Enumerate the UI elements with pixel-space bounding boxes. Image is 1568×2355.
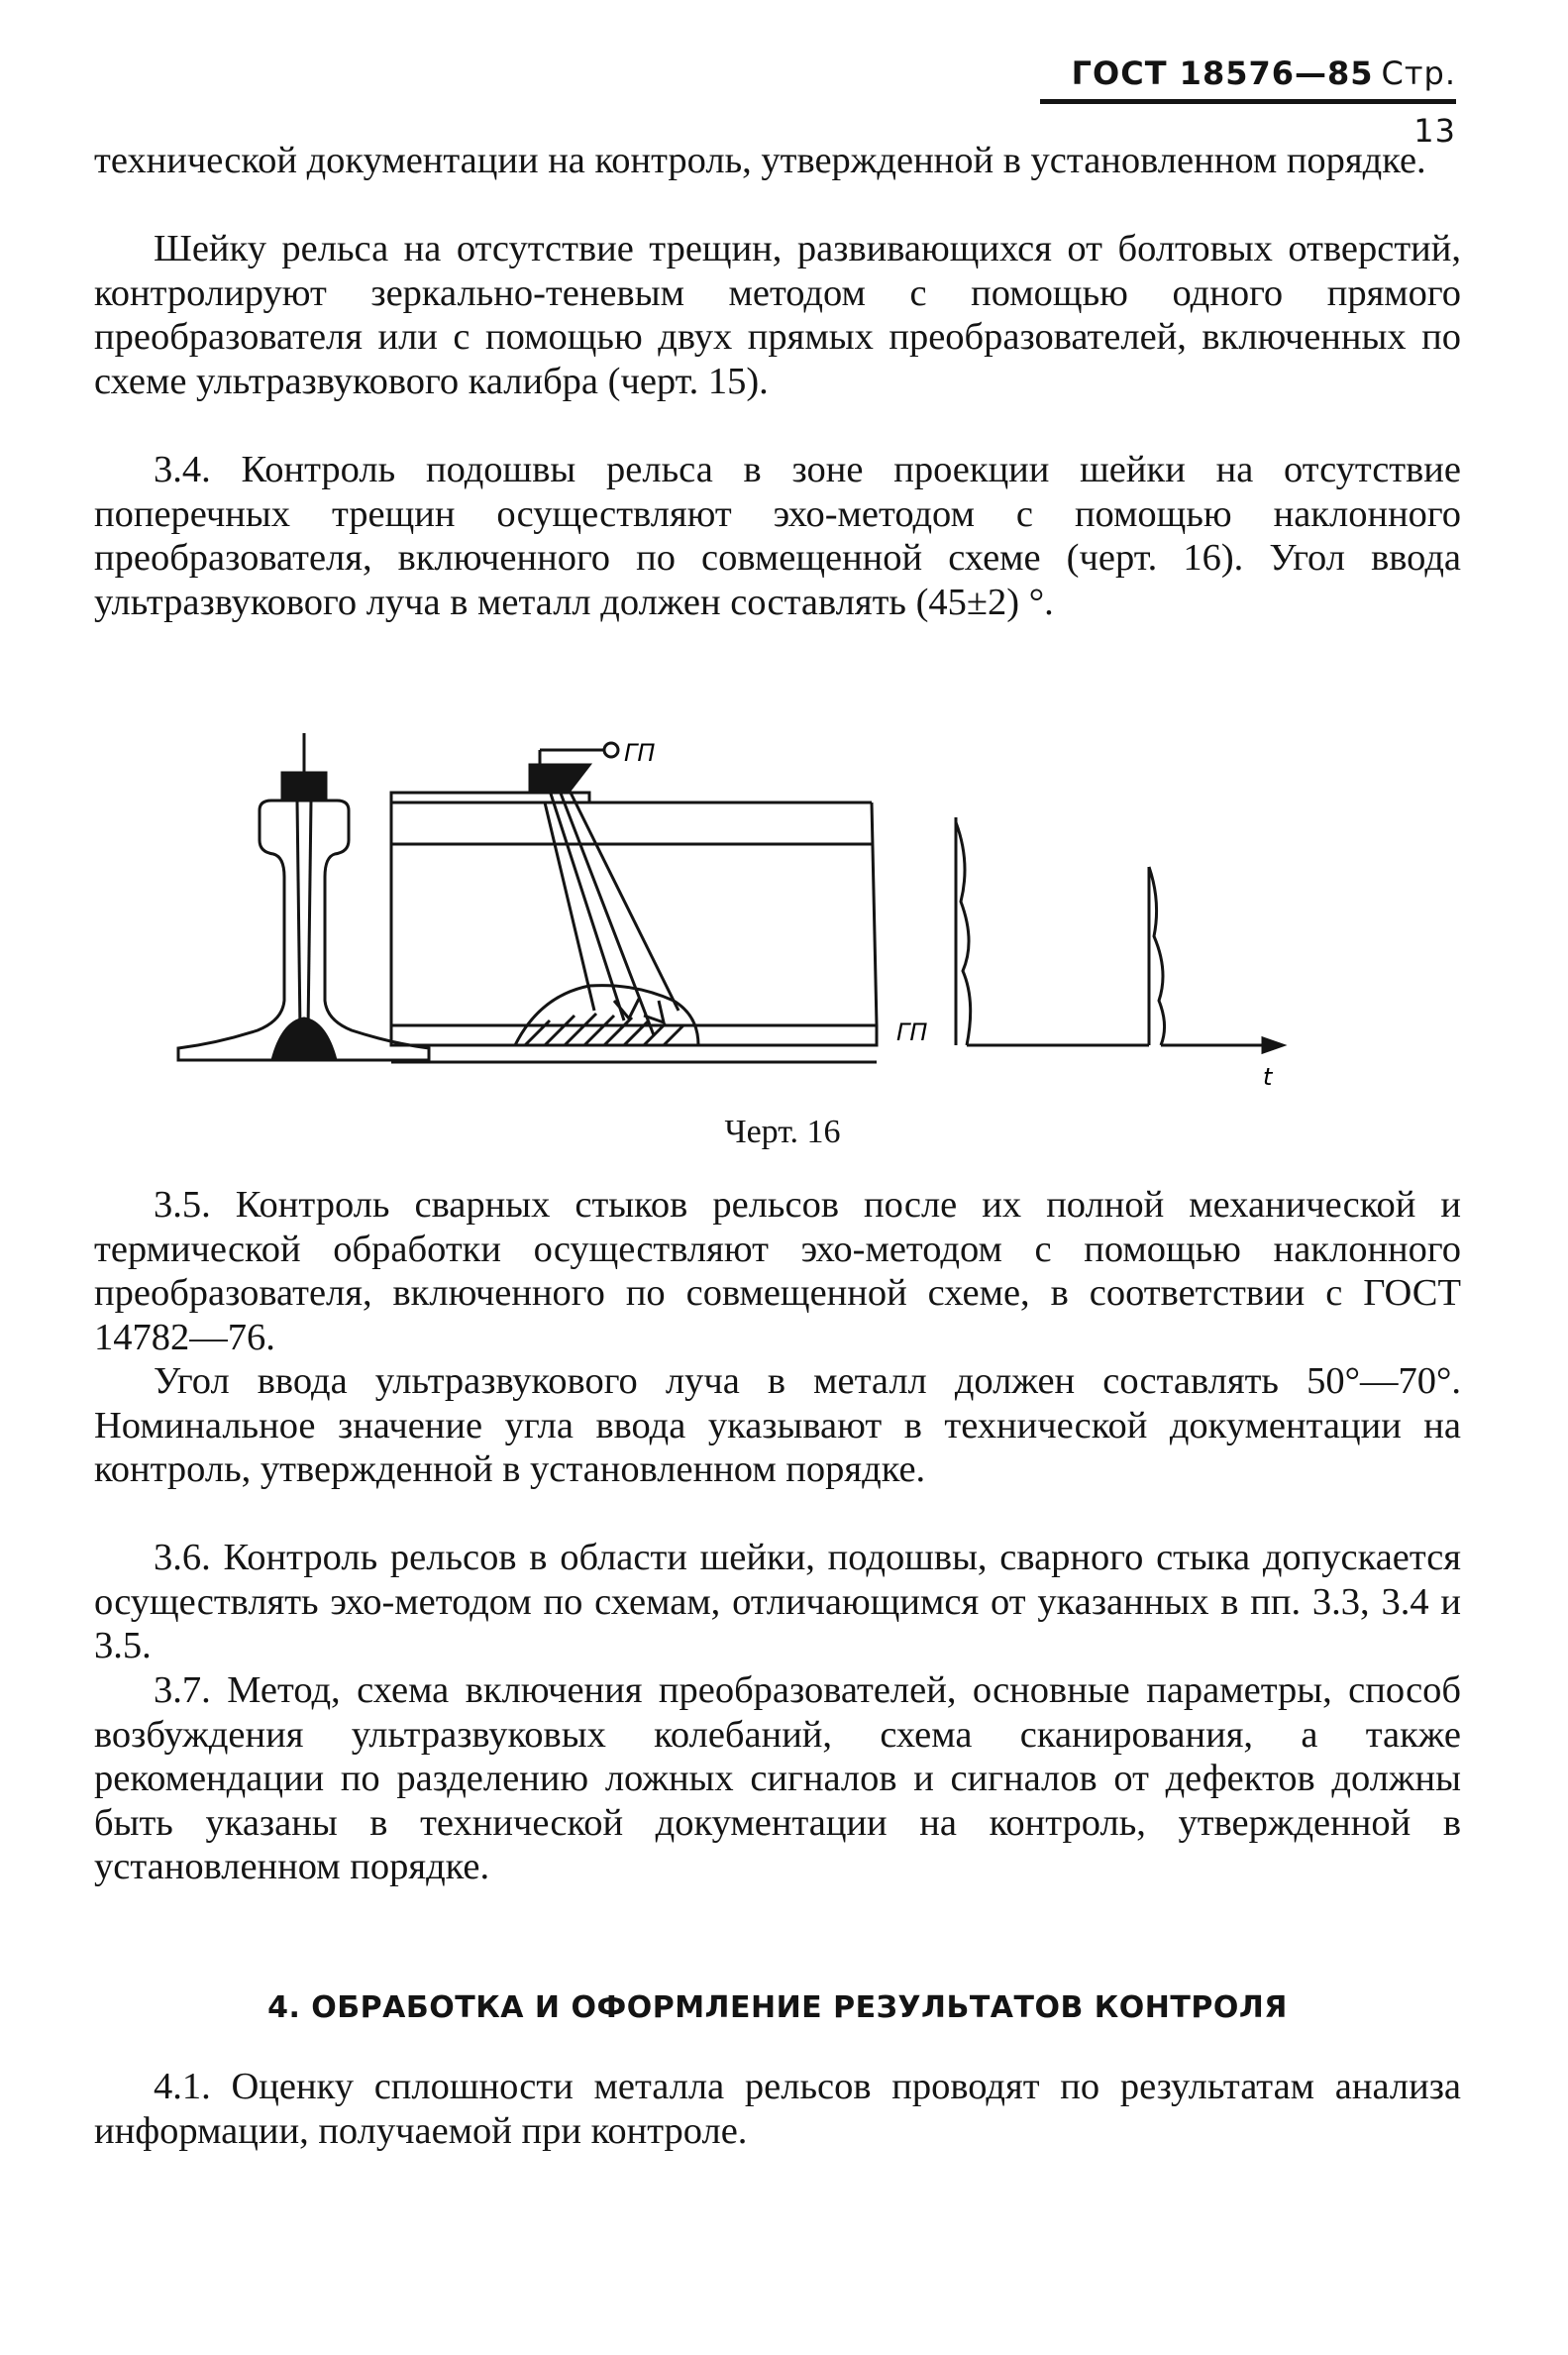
section-4-title: 4. ОБРАБОТКА И ОФОРМЛЕНИЕ РЕЗУЛЬТАТОВ КОНТРОЛЯ xyxy=(267,1990,1288,2025)
paragraph-3-4: 3.4. Контроль подошвы рельса в зоне проекции шейки на отсутствие поперечных трещин осуществляют эхо-методом с помощью наклонного преобразователя, включенного по совмещенной схеме (черт. 16). Угол ввода ультразвукового луча в металл должен составлять (45±2) °. xyxy=(94,449,1461,623)
longitudinal-section xyxy=(391,743,877,1062)
label-gp-bottom: ГП xyxy=(896,1018,928,1046)
figure-16 xyxy=(149,703,1436,1100)
standard-number: ГОСТ 18576—85 xyxy=(1071,54,1374,92)
paragraph-3-6: 3.6. Контроль рельсов в области шейки, подошвы, сварного стыка допускается осуществлять эхо-методом по схемам, отличающимся от указанных в пп. 3.3, 3.4 и 3.5. xyxy=(94,1537,1461,1666)
header-rule xyxy=(1040,99,1456,104)
oscillogram xyxy=(956,817,1283,1052)
label-t: t xyxy=(1263,1063,1273,1091)
paragraph-continuation: технической документации на контроль, утвержденной в установленном порядке. xyxy=(94,140,1426,181)
label-gp-top: ГП xyxy=(624,739,656,767)
figure-16-drawing xyxy=(149,703,1436,1100)
paragraph-rail-web: Шейку рельса на отсутствие трещин, развивающихся от болтовых отверстий, контролируют зеркально-теневым методом с помощью одного прямого преобразователя или с помощью двух прямых преобразователей, включенных по схеме ультразвукового калибра (черт. 15). xyxy=(94,228,1461,402)
paragraph-4-1: 4.1. Оценку сплошности металла рельсов проводят по результатам анализа информации, получаемой при контроле. xyxy=(94,2066,1461,2152)
page-header xyxy=(1040,45,1456,150)
paragraph-3-5: 3.5. Контроль сварных стыков рельсов после их полной механической и термической обработки осуществляют эхо-методом с помощью наклонного преобразователя, включенного по совмещенной схеме, в соответствии с ГОСТ 14782—76. xyxy=(94,1184,1461,1358)
page-number: Стр. 13 xyxy=(1381,54,1456,150)
paragraph-3-7: 3.7. Метод, схема включения преобразователей, основные параметры, способ возбуждения ультразвуковых колебаний, схема сканирования, а также рекомендации по разделению ложных сигналов и сигналов от дефектов должны быть указаны в технической документации на контроль, утвержденной в установленном порядке. xyxy=(94,1669,1461,1887)
figure-caption: Черт. 16 xyxy=(724,1114,841,1150)
paragraph-angle: Угол ввода ультразвукового луча в металл должен составлять 50°—70°. Номинальное значение угла ввода указывают в технической документации на контроль, утвержденной в установленном порядке. xyxy=(94,1360,1461,1490)
